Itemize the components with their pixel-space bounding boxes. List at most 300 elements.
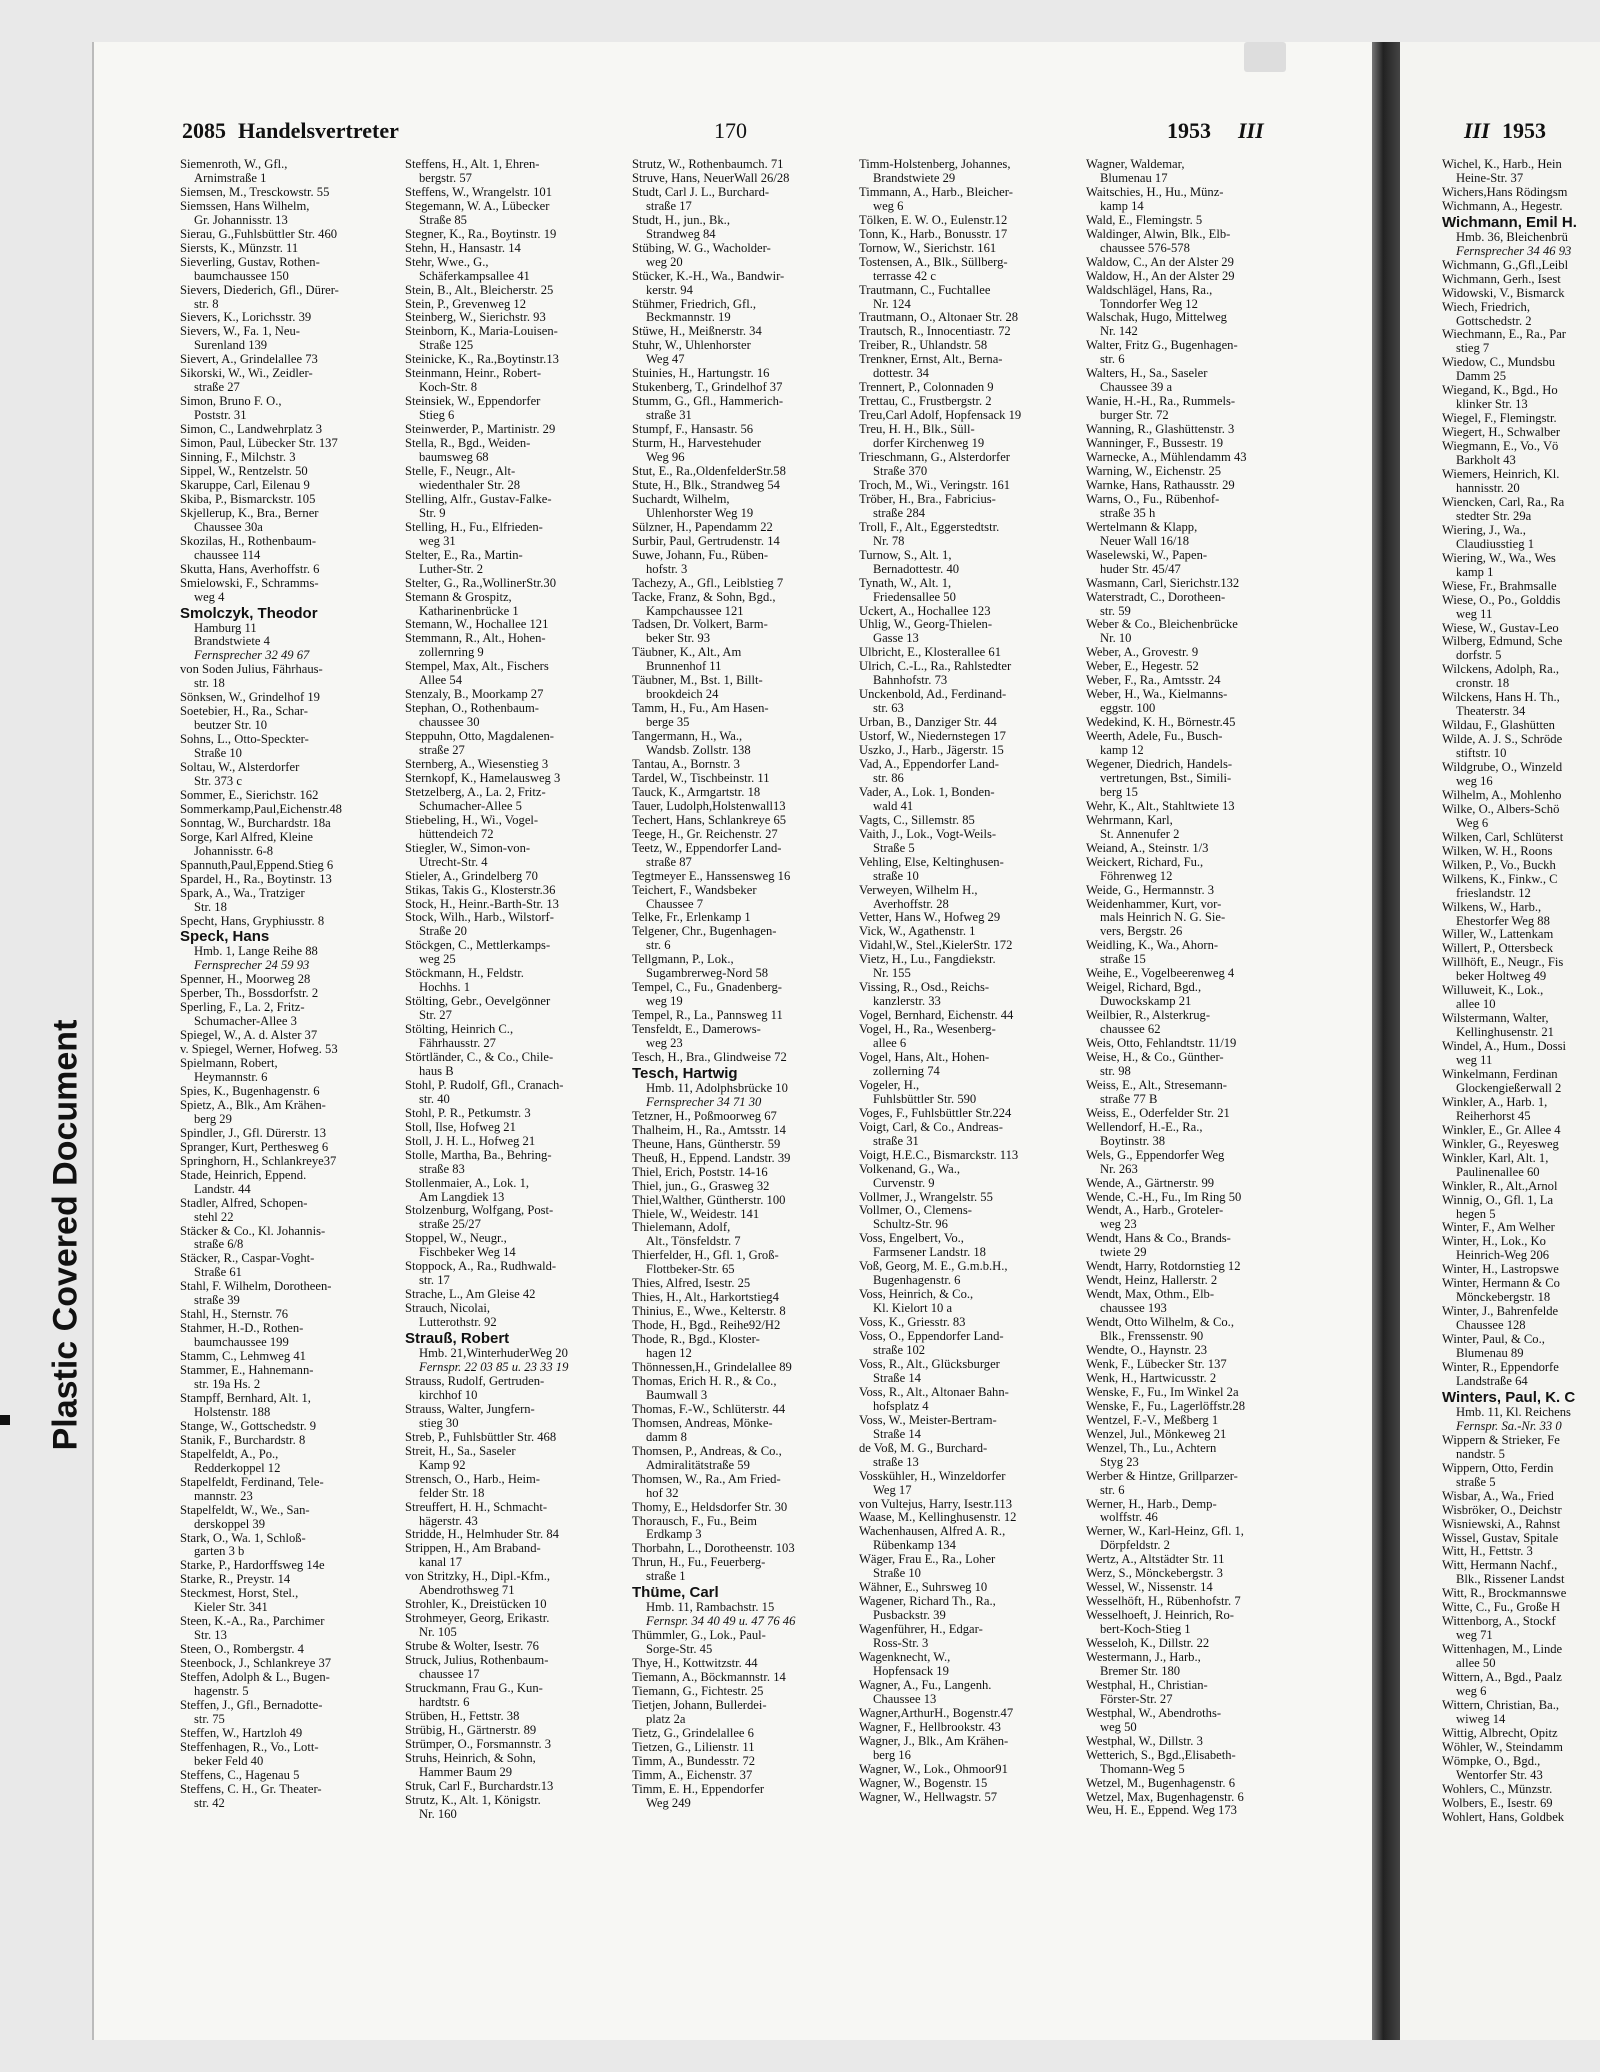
listing-entry: Sonntag, W., Burchardstr. 18a <box>180 816 331 830</box>
listing-continuation: beker Holtweg 49 <box>1456 970 1547 984</box>
listing-entry: Wippern, Otto, Ferdin <box>1442 1461 1554 1475</box>
listing-entry: Witt, Hermann Nachf., <box>1442 1559 1558 1573</box>
listing-entry: Siemssen, Hans Wilhelm, <box>180 199 310 213</box>
listing-entry: Voss, R., Alt., Glücksburger <box>859 1357 1000 1371</box>
listing-continuation: Blumenau 89 <box>1456 1347 1524 1361</box>
listing-entry: Stadler, Alfred, Schopen- <box>180 1196 308 1210</box>
listing-entry: Wenzel, Th., Lu., Achtern <box>1086 1441 1217 1455</box>
listing-continuation: straße 6/8 <box>194 1238 244 1252</box>
listing-entry: Wetzel, Max, Bugenhagenstr. 6 <box>1086 1790 1244 1804</box>
listing-entry: Struckmann, Frau G., Kun- <box>405 1681 543 1695</box>
listing-continuation: str. 6 <box>1100 1483 1125 1497</box>
listing-entry: Starke, P., Hardorffsweg 14e <box>180 1559 325 1573</box>
listing-continuation: Strandweg 84 <box>646 227 716 241</box>
listing-continuation: Chaussee 39 a <box>1100 381 1173 395</box>
listing-continuation: berg 29 <box>194 1112 232 1126</box>
listing-entry: Stapelfeldt, W., We., San- <box>180 1503 310 1517</box>
listing-continuation: platz 2a <box>646 1712 686 1726</box>
listing-entry: Sierau, G.,Fuhlsbüttler Str. 460 <box>180 227 338 241</box>
listing-continuation: Damm 25 <box>1456 370 1507 384</box>
listing-continuation: bergstr. 57 <box>419 171 472 185</box>
listing-continuation: Förster-Str. 27 <box>1100 1692 1173 1706</box>
listing-entry: Wilken, P., Vo., Buckh <box>1442 858 1556 872</box>
listing-entry: Wellendorf, H.-E., Ra., <box>1086 1120 1203 1134</box>
listing-entry: Wesselhöft, H., Rübenhofstr. 7 <box>1086 1595 1241 1609</box>
listing-entry: Stolle, Martha, Ba., Behring- <box>405 1148 552 1162</box>
listing-entry: Spardel, H., Ra., Boytinstr. 13 <box>180 872 332 886</box>
listing-entry: Tangermann, H., Wa., <box>632 730 743 744</box>
listing-entry: Sievers, K., Lorichsstr. 39 <box>180 311 312 325</box>
listing-continuation: weg 6 <box>1456 1684 1487 1698</box>
listing-continuation: Boytinstr. 38 <box>1100 1134 1166 1148</box>
listing-continuation: chaussee 576-578 <box>1100 241 1190 255</box>
listing-entry: Tauck, K., Armgartstr. 18 <box>632 785 761 799</box>
listing-entry: Waase, M., Kellinghusenstr. 12 <box>859 1511 1017 1525</box>
listing-entry: Wertelmann & Klapp, <box>1086 520 1198 534</box>
listing-continuation: Fischbeker Weg 14 <box>419 1246 516 1260</box>
listing-entry: Stanik, F., Burchardstr. 8 <box>180 1433 306 1447</box>
listing-continuation: Hmb. 36, Bleichenbrü <box>1456 230 1568 244</box>
listing-entry: Stampff, Bernhard, Alt. 1, <box>180 1391 311 1405</box>
listing-continuation: straße 77 B <box>1100 1092 1158 1106</box>
listing-continuation: hüttendeich 72 <box>419 827 494 841</box>
phone-line: Fernspr. 34 40 49 u. 47 76 46 <box>646 1615 796 1629</box>
listing-continuation: baumsweg 68 <box>419 451 489 465</box>
listing-entry: Stemmann, R., Alt., Hohen- <box>405 632 546 646</box>
listing-continuation: kamp 1 <box>1456 565 1494 579</box>
listing-continuation: kirchhof 10 <box>419 1388 478 1402</box>
listing-entry: Thies, H., Alt., Harkortstieg4 <box>632 1291 779 1305</box>
listing-entry: Stegner, K., Ra., Boytinstr. 19 <box>405 227 557 241</box>
listing-entry: Stoll, Ilse, Hofweg 21 <box>405 1120 516 1134</box>
listing-entry: Trautmann, C., Fuchtallee <box>859 283 991 297</box>
listing-entry: Strübig, H., Gärtnerstr. 89 <box>405 1723 537 1737</box>
listing-continuation: stieg 7 <box>1456 342 1490 356</box>
listing-entry: Weber, F., Ra., Amtsstr. 24 <box>1086 674 1221 688</box>
listing-entry: Wenk, H., Hartwicusstr. 2 <box>1086 1371 1217 1385</box>
listing-entry: Willhöft, E., Neugr., Fis <box>1442 956 1564 970</box>
featured-listing-name: Tesch, Hartwig <box>632 1064 738 1082</box>
listing-entry: Voigt, Carl, & Co., Andreas- <box>859 1120 1003 1134</box>
listing-continuation: weg 16 <box>1456 774 1493 788</box>
listing-entry: Wittenhagen, M., Linde <box>1442 1643 1563 1657</box>
listing-entry: Thielemann, Adolf, <box>632 1221 731 1235</box>
listing-entry: Wilhelm, A., Mohlenho <box>1442 788 1562 802</box>
listing-entry: Stühmer, Friedrich, Gfl., <box>632 297 757 311</box>
listing-continuation: Allee 54 <box>419 674 463 688</box>
listing-entry: Trennert, P., Colonnaden 9 <box>859 381 994 395</box>
listing-entry: von Stritzky, H., Dipl.-Kfm., <box>405 1570 551 1584</box>
listing-continuation: Surenland 139 <box>194 339 268 353</box>
listing-continuation: Neuer Wall 16/18 <box>1100 534 1189 548</box>
listing-continuation: Barkholt 43 <box>1456 454 1516 468</box>
listing-entry: Strensch, O., Harb., Heim- <box>405 1472 541 1486</box>
listing-entry: Wildau, F., Glashütten <box>1442 719 1555 733</box>
listing-entry: Stäcker, R., Caspar-Voght- <box>180 1252 315 1266</box>
listing-entry: Tornow, W., Sierichstr. 161 <box>859 241 997 255</box>
listing-continuation: Redderkoppel 12 <box>194 1461 281 1475</box>
listing-entry: Stäcker & Co., Kl. Johannis- <box>180 1224 326 1238</box>
listing-entry: Wendt, Max, Othm., Elb- <box>1086 1288 1215 1302</box>
listing-entry: Thorausch, F., Fu., Beim <box>632 1514 757 1528</box>
listing-entry: Thomsen, Andreas, Mönke- <box>632 1416 773 1430</box>
listing-continuation: stiftstr. 10 <box>1456 747 1507 761</box>
listing-entry: Wehrmann, Karl, <box>1086 813 1173 827</box>
listing-continuation: Farmsener Landstr. 18 <box>873 1246 986 1260</box>
listing-entry: Witt, R., Brockmannswe <box>1442 1587 1567 1601</box>
listing-entry: Wald, E., Flemingstr. 5 <box>1086 213 1203 227</box>
listing-entry: Wende, A., Gärtnerstr. 99 <box>1086 1176 1215 1190</box>
listing-entry: Wachenhausen, Alfred A. R., <box>859 1525 1006 1539</box>
listing-entry: Stegemann, W. A., Lübecker <box>405 199 550 213</box>
listing-entry: Stelling, Alfr., Gustav-Falke- <box>405 492 552 506</box>
featured-listing-name: Speck, Hans <box>180 928 270 946</box>
listing-entry: Wanninger, F., Bussestr. 19 <box>1086 437 1224 451</box>
listing-continuation: garten 3 b <box>194 1545 245 1559</box>
listing-entry: Winkler, A., Harb. 1, <box>1442 1095 1548 1109</box>
listing-continuation: zollernring 9 <box>419 646 484 660</box>
listing-continuation: Hmb. 11, Adolphsbrücke 10 <box>646 1081 788 1095</box>
featured-listing-name: Wichmann, Emil H. <box>1442 213 1577 231</box>
listing-continuation: stieg 30 <box>419 1416 459 1430</box>
listing-entry: Streuffert, H. H., Schmacht- <box>405 1500 548 1514</box>
listing-entry: Stöckgen, C., Mettlerkamps- <box>405 939 551 953</box>
listing-continuation: Luther-Str. 2 <box>419 562 484 576</box>
listing-entry: Spranger, Kurt, Perthesweg 6 <box>180 1140 329 1154</box>
listing-entry: Stolzenburg, Wolfgang, Post- <box>405 1204 554 1218</box>
listing-entry: Siemsen, M., Tresckowstr. 55 <box>180 185 330 199</box>
listing-entry: Wiedow, C., Mundsbu <box>1442 356 1556 370</box>
listing-entry: Wanning, R., Glashüttenstr. 3 <box>1086 423 1235 437</box>
next-year-label: 1953 <box>1502 118 1546 143</box>
listing-continuation: Hamburg 11 <box>194 621 257 635</box>
listing-entry: Stumpf, F., Hansastr. 56 <box>632 423 754 437</box>
listing-entry: Stohl, P. R., Petkumstr. 3 <box>405 1106 531 1120</box>
listing-continuation: Kieler Str. 341 <box>194 1601 268 1615</box>
listing-continuation: Am Langdiek 13 <box>419 1190 505 1204</box>
listing-entry: Stein, B., Alt., Bleicherstr. 25 <box>405 283 554 297</box>
listing-continuation: nandstr. 5 <box>1456 1447 1505 1461</box>
listing-entry: Stahl, H., Sternstr. 76 <box>180 1308 289 1322</box>
listing-entry: Waselewski, W., Papen- <box>1086 548 1208 562</box>
listing-continuation: Bugenhagenstr. 6 <box>873 1274 961 1288</box>
listing-continuation: Dörpfeldstr. 2 <box>1100 1539 1170 1553</box>
listing-continuation: Pusbackstr. 39 <box>873 1609 946 1623</box>
listing-entry: Wetterich, S., Bgd.,Elisabeth- <box>1086 1748 1236 1762</box>
listing-entry: Waldow, C., An der Alster 29 <box>1086 255 1234 269</box>
listing-continuation: straße 87 <box>646 855 692 869</box>
listing-entry: Winter, Paul, & Co., <box>1442 1333 1545 1347</box>
listing-entry: Struck, Julius, Rothenbaum- <box>405 1654 549 1668</box>
listing-continuation: straße 31 <box>646 409 692 423</box>
listing-continuation: Str. 13 <box>194 1629 227 1643</box>
listing-entry: Timm, A., Eichenstr. 37 <box>632 1768 753 1782</box>
listing-entry: Tölken, E. W. O., Eulenstr.12 <box>859 213 1008 227</box>
listing-entry: Stieler, A., Grindelberg 70 <box>405 869 538 883</box>
listing-entry: Sturm, H., Harvestehuder <box>632 437 762 451</box>
listing-entry: Steinberg, W., Sierichstr. 93 <box>405 311 546 325</box>
listing-entry: Spark, A., Wa., Tratziger <box>180 886 305 900</box>
listing-entry: Thode, H., Bgd., Reihe92/H2 <box>632 1319 781 1333</box>
listing-continuation: beker Feld 40 <box>194 1754 264 1768</box>
plastic-covered-label: Plastic Covered Document <box>46 1019 85 1451</box>
listing-entry: Wichers,Hans Rödingsm <box>1442 185 1568 199</box>
listing-entry: Wichmann, Gerh., Isest <box>1442 272 1561 286</box>
listing-continuation: stedter Str. 29a <box>1456 509 1532 523</box>
listing-entry: Tempel, R., La., Pannsweg 11 <box>632 1009 783 1023</box>
listing-continuation: Beckmannstr. 19 <box>646 311 731 325</box>
listing-continuation: chaussee 62 <box>1100 1023 1161 1037</box>
listing-entry: Treu,Carl Adolf, Hopfensack 19 <box>859 409 1022 423</box>
listing-entry: Soetebier, H., Ra., Schar- <box>180 705 308 719</box>
listing-entry: Wiese, Fr., Brahmsalle <box>1442 579 1557 593</box>
listing-entry: Surbir, Paul, Gertrudenstr. 14 <box>632 534 780 548</box>
listing-entry: Winter, H., Lok., Ko <box>1442 1235 1546 1249</box>
listing-continuation: wolffstr. 46 <box>1100 1511 1158 1525</box>
listing-entry: Stange, W., Gottschedstr. 9 <box>180 1419 317 1433</box>
listing-entry: Stukenberg, T., Grindelhof 37 <box>632 381 783 395</box>
listing-entry: Specht, Hans, Gryphiusstr. 8 <box>180 914 325 928</box>
listing-continuation: straße 102 <box>873 1344 926 1358</box>
listing-continuation: Lutterothstr. 92 <box>419 1316 497 1330</box>
listing-entry: Weu, H. E., Eppend. Weg 173 <box>1086 1804 1237 1818</box>
listing-entry: Wichmann, A., Hegestr. <box>1442 199 1563 213</box>
listing-entry: Voss, Engelbert, Vo., <box>859 1232 964 1246</box>
listing-entry: Winnig, O., Gfl. 1, La <box>1442 1193 1554 1207</box>
listing-continuation: terrasse 42 c <box>873 269 936 283</box>
listing-continuation: Erdkamp 3 <box>646 1528 702 1542</box>
listing-entry: Wiegel, F., Flemingstr. <box>1442 412 1557 426</box>
listing-continuation: straße 31 <box>873 1134 919 1148</box>
listing-entry: Voss, O., Eppendorfer Land- <box>859 1330 1004 1344</box>
listing-entry: Thomy, E., Heldsdorfer Str. 30 <box>632 1500 788 1514</box>
listing-entry: Wohlert, Hans, Goldbek <box>1442 1810 1565 1824</box>
listing-entry: Stuhr, W., Uhlenhorster <box>632 339 751 353</box>
listing-continuation: Gr. Johannisstr. 13 <box>194 213 288 227</box>
listing-entry: Steffens, H., Alt. 1, Ehren- <box>405 158 540 171</box>
listing-continuation: kamp 12 <box>1100 744 1144 758</box>
listing-entry: Steffen, W., Hartzloh 49 <box>180 1726 303 1740</box>
listing-entry: Vad, A., Eppendorfer Land- <box>859 757 999 771</box>
listing-entry: Wichel, K., Harb., Hein <box>1442 158 1562 171</box>
listing-entry: Vogeler, H., <box>859 1078 920 1092</box>
listing-entry: Wagner, A., Fu., Langenh. <box>859 1678 992 1692</box>
listing-entry: Stade, Heinrich, Eppend. <box>180 1168 307 1182</box>
listing-entry: Wenk, F., Lübecker Str. 137 <box>1086 1357 1227 1371</box>
listing-entry: Waldinger, Alwin, Blk., Elb- <box>1086 227 1231 241</box>
listing-entry: Windel, A., Hum., Dossi <box>1442 1040 1567 1054</box>
listing-entry: Uszko, J., Harb., Jägerstr. 15 <box>859 744 1004 758</box>
listing-continuation: chaussee 193 <box>1100 1302 1167 1316</box>
listing-entry: Steffens, W., Wrangelstr. 101 <box>405 185 552 199</box>
listing-entry: Strippen, H., Am Braband- <box>405 1542 541 1556</box>
listing-entry: Tellgmann, P., Lok., <box>632 953 734 967</box>
listing-entry: Voigt, H.E.C., Bismarckstr. 113 <box>859 1148 1019 1162</box>
listing-entry: Weidling, K., Wa., Ahorn- <box>1086 939 1219 953</box>
listing-entry: Winter, J., Bahrenfelde <box>1442 1305 1559 1319</box>
listing-continuation: eggstr. 100 <box>1100 702 1156 716</box>
listing-entry: Smielowski, F., Schramms- <box>180 576 319 590</box>
listing-entry: Weis, Otto, Fehlandtstr. 11/19 <box>1086 1037 1237 1051</box>
listing-entry: Tonn, K., Harb., Bonusstr. 17 <box>859 227 1008 241</box>
listing-entry: Stoll, J. H. L., Hofweg 21 <box>405 1134 536 1148</box>
listing-continuation: Hmb. 11, Rambachstr. 15 <box>646 1601 775 1615</box>
listing-entry: Werber & Hintze, Grillparzer- <box>1086 1469 1238 1483</box>
listing-continuation: Paulinenallee 60 <box>1456 1165 1540 1179</box>
listing-entry: Trautsch, R., Innocentiastr. 72 <box>859 325 1011 339</box>
listing-continuation: chaussee 17 <box>419 1667 480 1681</box>
listing-entry: Stücker, K.-H., Wa., Bandwir- <box>632 269 785 283</box>
listing-entry: Thümmler, G., Lok., Paul- <box>632 1629 766 1643</box>
listing-continuation: Mönckebergstr. 18 <box>1456 1291 1551 1305</box>
listing-continuation: chaussee 114 <box>194 548 261 562</box>
listing-continuation: Schultz-Str. 96 <box>873 1218 948 1232</box>
listing-continuation: Hmb. 11, Kl. Reichens <box>1456 1405 1571 1419</box>
listing-entry: Wippern & Strieker, Fe <box>1442 1433 1560 1447</box>
listing-entry: Tröber, H., Bra., Fabricius- <box>859 492 996 506</box>
listing-continuation: Hammer Baum 29 <box>419 1765 513 1779</box>
listing-continuation: Wentorfer Str. 43 <box>1456 1768 1543 1782</box>
listing-entry: Stempel, Max, Alt., Fischers <box>405 660 549 674</box>
listing-continuation: zollerning 74 <box>873 1064 940 1078</box>
listing-continuation: hofstr. 3 <box>646 562 688 576</box>
listing-continuation: Nr. 160 <box>419 1807 457 1821</box>
listing-entry: Vaith, J., Lok., Vogt-Weils- <box>859 827 997 841</box>
listing-entry: Wagner, W., Bogenstr. 15 <box>859 1776 988 1790</box>
listing-entry: Voss, R., Alt., Altonaer Bahn- <box>859 1385 1009 1399</box>
listing-continuation: Bahnhofstr. 73 <box>873 674 948 688</box>
listing-entry: Witt, H., Fettstr. 3 <box>1442 1545 1533 1559</box>
listing-entry: Weiss, E., Alt., Stresemann- <box>1086 1078 1227 1092</box>
listing-continuation: Straße 125 <box>419 339 474 353</box>
listing-entry: Wisbröker, O., Deichstr <box>1442 1503 1562 1517</box>
listing-entry: Wagner, W., Lok., Ohmoor91 <box>859 1762 1008 1776</box>
listing-continuation: hägerstr. 43 <box>419 1514 478 1528</box>
listing-continuation: klinker Str. 13 <box>1456 398 1528 412</box>
listing-column-6 <box>1442 158 1600 1825</box>
listing-entry: Wertz, A., Altstädter Str. 11 <box>1086 1553 1225 1567</box>
listing-entry: Struk, Carl F., Burchardstr.13 <box>405 1779 554 1793</box>
listing-entry: Thalheim, H., Ra., Amtsstr. 14 <box>632 1123 786 1137</box>
featured-listing-name: Winters, Paul, K. C <box>1442 1388 1576 1406</box>
listing-entry: Willuweit, K., Lok., <box>1442 984 1544 998</box>
listing-entry: Weber & Co., Bleichenbrücke <box>1086 618 1238 632</box>
listing-entry: Skaruppe, Carl, Eilenau 9 <box>180 478 310 492</box>
listing-continuation: mals Heinrich N. G. Sie- <box>1100 911 1226 925</box>
listing-continuation: Sorge-Str. 45 <box>646 1643 713 1657</box>
listing-continuation: weg 6 <box>873 199 904 213</box>
listing-entry: Wiegmann, E., Vo., Vö <box>1442 440 1559 454</box>
listing-entry: Winter, H., Lastropswe <box>1442 1263 1559 1277</box>
listing-entry: Wilkens, K., Finkw., C <box>1442 872 1558 886</box>
listing-entry: Wendt, Harry, Rotdornstieg 12 <box>1086 1260 1241 1274</box>
listing-entry: Troll, F., Alt., Eggerstedtstr. <box>859 520 1000 534</box>
featured-listing-name: Smolczyk, Theodor <box>180 604 318 622</box>
listing-entry: Thiel,Walther, Güntherstr. 100 <box>632 1193 786 1207</box>
listing-entry: Steinmann, Heinr., Robert- <box>405 367 542 381</box>
listing-continuation: str. 17 <box>419 1274 450 1288</box>
listing-entry: Wendt, Hans & Co., Brands- <box>1086 1232 1231 1246</box>
listing-entry: Stemann & Grospitz, <box>405 590 512 604</box>
listing-entry: Steffen, J., Gfl., Bernadotte- <box>180 1698 323 1712</box>
listing-entry: Wasmann, Carl, Sierichstr.132 <box>1086 576 1240 590</box>
listing-continuation: cronstr. 18 <box>1456 677 1510 691</box>
listing-continuation: Theaterstr. 34 <box>1456 705 1526 719</box>
listing-entry: Wagner,ArthurH., Bogenstr.47 <box>859 1706 1014 1720</box>
listing-entry: Stuinies, H., Hartungstr. 16 <box>632 367 770 381</box>
listing-entry: Spenner, H., Moorweg 28 <box>180 973 311 987</box>
listing-continuation: Koch-Str. 8 <box>419 381 478 395</box>
listing-continuation: str. 86 <box>873 771 904 785</box>
listing-continuation: straße 284 <box>873 506 926 520</box>
listing-entry: Witte, C., Fu., Große H <box>1442 1601 1561 1615</box>
listing-continuation: Straße 14 <box>873 1371 921 1385</box>
listing-entry: Stelter, G., Ra.,WollinerStr.30 <box>405 576 556 590</box>
listing-entry: Waldschlägel, Hans, Ra., <box>1086 283 1213 297</box>
listing-entry: Tempel, C., Fu., Gnadenberg- <box>632 981 782 995</box>
listing-continuation: Straße 5 <box>873 841 915 855</box>
listing-entry: Wilstermann, Walter, <box>1442 1012 1549 1026</box>
listing-entry: Trautmann, O., Altonaer Str. 28 <box>859 311 1019 325</box>
listing-entry: Starke, R., Preystr. 14 <box>180 1573 291 1587</box>
listing-continuation: Curvenstr. 9 <box>873 1176 935 1190</box>
listing-continuation: str. 6 <box>1100 353 1125 367</box>
listing-entry: Strutz, K., Alt. 1, Königstr. <box>405 1793 541 1807</box>
listing-column-4 <box>859 158 1081 1804</box>
listing-continuation: str. 59 <box>1100 604 1131 618</box>
listing-entry: Weber, H., Wa., Kielmanns- <box>1086 688 1228 702</box>
listing-continuation: Gottschedstr. 2 <box>1456 314 1532 328</box>
listing-continuation: Kampchaussee 121 <box>646 604 744 618</box>
listing-entry: Siersts, K., Münzstr. 11 <box>180 241 299 255</box>
listing-entry: Studt, H., jun., Bk., <box>632 213 730 227</box>
listing-entry: Weerth, Adele, Fu., Busch- <box>1086 730 1223 744</box>
listing-entry: Wetzel, M., Bugenhagenstr. 6 <box>1086 1776 1236 1790</box>
section-title: Handelsvertreter <box>238 118 399 143</box>
listing-entry: Tadsen, Dr. Volkert, Barm- <box>632 618 768 632</box>
listing-entry: Stöckmann, H., Feldstr. <box>405 967 524 981</box>
listing-entry: Struhs, Heinrich, & Sohn, <box>405 1751 536 1765</box>
listing-continuation: str. 19a Hs. 2 <box>194 1378 261 1392</box>
listing-entry: Strauss, Walter, Jungfern- <box>405 1402 535 1416</box>
listing-continuation: Ehestorfer Weg 88 <box>1456 914 1550 928</box>
listing-entry: Steffenhagen, R., Vo., Lott- <box>180 1740 319 1754</box>
listing-entry: Spiegel, W., A. d. Alster 37 <box>180 1029 318 1043</box>
listing-entry: Wilberg, Edmund, Sche <box>1442 635 1563 649</box>
listing-entry: Stridde, H., Helmhuder Str. 84 <box>405 1528 559 1542</box>
listing-entry: Theune, Hans, Güntherstr. 59 <box>632 1137 781 1151</box>
listing-entry: Steinsiek, W., Eppendorfer <box>405 395 541 409</box>
listing-entry: Tiemann, G., Fichtestr. 25 <box>632 1684 764 1698</box>
listing-entry: Vagts, C., Sillemstr. 85 <box>859 813 975 827</box>
listing-entry: Timm, E. H., Eppendorfer <box>632 1782 765 1796</box>
edge-mark <box>0 1415 10 1425</box>
listing-continuation: Kl. Kielort 10 a <box>873 1302 953 1316</box>
phone-line: Fernsprecher 34 71 30 <box>646 1095 762 1109</box>
listing-entry: Vogel, Hans, Alt., Hohen- <box>859 1051 990 1064</box>
listing-entry: Stahmer, H.-D., Rothen- <box>180 1322 304 1336</box>
listing-continuation: Straße 370 <box>873 464 928 478</box>
listing-entry: Telke, Fr., Erlenkamp 1 <box>632 911 751 925</box>
listing-continuation: Hopfensack 19 <box>873 1664 949 1678</box>
listing-entry: Stehr, Wwe., G., <box>405 255 489 269</box>
listing-entry: Thrun, H., Fu., Feuerberg- <box>632 1556 766 1570</box>
listing-continuation: dorfer Kirchenweg 19 <box>873 437 985 451</box>
listing-entry: Tietjen, Johann, Bullerdei- <box>632 1698 767 1712</box>
listing-continuation: Straße 20 <box>419 925 467 939</box>
listing-entry: Tetzner, H., Poßmoorweg 67 <box>632 1109 777 1123</box>
listing-continuation: Str. 373 c <box>194 774 242 788</box>
